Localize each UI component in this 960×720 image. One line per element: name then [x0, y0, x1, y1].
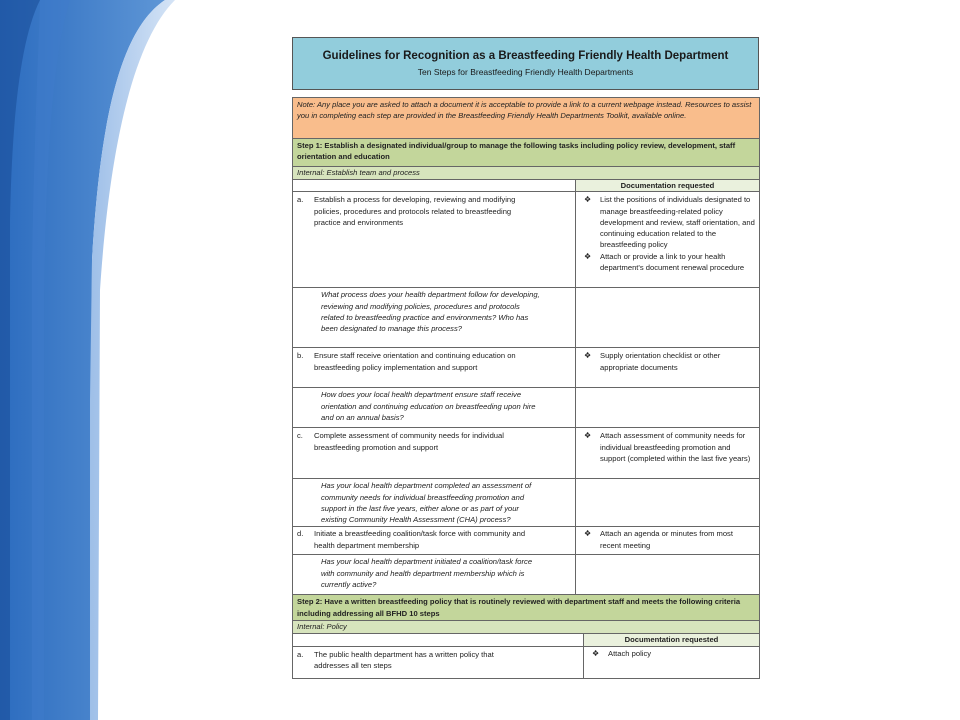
item-c-answer-cell — [576, 479, 760, 527]
note-text: Note: Any place you are asked to attach a document it is acceptable to provide a link to a current webpage instead. Resources to assist you in completing each step are provided in the Breastfeeding Friendly Health Departments Toolkit, available online. — [293, 98, 760, 139]
item-a-question-cell — [293, 288, 576, 348]
item-c-docs — [576, 428, 760, 479]
decorative-blue-sidebar — [0, 0, 200, 720]
item-b-letter: b. — [297, 351, 304, 361]
item-b-bullet1: Supply orientation checklist or other appropriate documents — [600, 351, 721, 372]
step2-item-a-cell — [293, 646, 584, 678]
item-c-bullet1: Attach assessment of community needs for individual breastfeeding promotion and support (completed within the last five years) — [600, 431, 751, 463]
bullet-icon: ❖ — [592, 648, 600, 658]
item-b-text: Ensure staff receive orientation and continuing education on breastfeeding policy implementation and support — [314, 351, 516, 372]
item-d-letter: d. — [297, 529, 304, 539]
item-a-bullet1: List the positions of individuals designated to manage breastfeeding-related policy development and review, staff orientation, and continuing education related to the breastfeeding policy — [600, 195, 755, 250]
item-a-docs — [576, 192, 760, 288]
item-d-question: Has your local health department initiated a coalition/task force with community and health department membership which is currently active? — [321, 557, 533, 589]
item-c-question-cell — [293, 479, 576, 527]
bullet-icon: ❖ — [584, 351, 592, 361]
bullet-icon: ❖ — [584, 251, 592, 261]
item-a-letter: a. — [297, 195, 304, 205]
item-a-bullet2: Attach or provide a link to your health department's document renewal procedure — [600, 251, 745, 273]
item-b-docs — [576, 348, 760, 388]
step1-internal-label: Internal: Establish team and process — [293, 167, 760, 180]
item-d-cell — [293, 527, 576, 555]
step2-doc-header: Documentation requested — [584, 634, 760, 646]
step2-internal-label: Internal: Policy — [293, 621, 760, 634]
item-b-question-cell — [293, 388, 576, 428]
item-d-docs — [576, 527, 760, 555]
guidelines-document — [292, 37, 760, 679]
document-subtitle: Ten Steps for Breastfeeding Friendly Health Departments — [417, 67, 634, 77]
step1-heading: Step 1: Establish a designated individual/group to manage the following tasks including policy review, development, staff orientation and education — [293, 139, 760, 167]
bullet-icon: ❖ — [584, 431, 592, 441]
step1-doc-header: Documentation requested — [576, 180, 760, 192]
step2-table — [292, 634, 760, 679]
step2-heading: Step 2: Have a written breastfeeding policy that is routinely reviewed with department staff and meets the following criteria including addressing all BFHD 10 steps — [293, 595, 760, 621]
step2-item-a-letter: a. — [297, 649, 304, 659]
item-c-cell — [293, 428, 576, 479]
bullet-icon: ❖ — [584, 195, 592, 205]
item-c-question: Has your local health department completed an assessment of community needs for individual breastfeeding promotion and support in the last five years, either alone or as part of your existing Community Health Assessment (CHA) process? — [321, 481, 532, 525]
item-d-bullet1: Attach an agenda or minutes from most recent meeting — [600, 529, 733, 550]
step2-item-a-bullet1: Attach policy — [608, 648, 652, 658]
item-d-answer-cell — [576, 555, 760, 595]
step1-table — [292, 97, 760, 634]
item-d-question-cell — [293, 555, 576, 595]
item-a-answer-cell — [576, 288, 760, 348]
item-b-cell — [293, 348, 576, 388]
item-b-question: How does your local health department ensure staff receive orientation and continuing education on breastfeeding upon hire and on an annual basis? — [321, 390, 536, 422]
bullet-icon: ❖ — [584, 529, 592, 539]
item-c-text: Complete assessment of community needs for individual breastfeeding promotion and support — [314, 431, 504, 452]
item-c-letter: c. — [297, 431, 303, 441]
item-a-cell — [293, 192, 576, 288]
step2-item-a-text: The public health department has a written policy that addresses all ten steps — [314, 649, 494, 671]
item-a-question: What process does your health department follow for developing, reviewing and modifying policies, procedures and protocols related to breastfeeding practice and environments? Who has been designated to manage this process? — [321, 290, 540, 334]
item-d-text: Initiate a breastfeeding coalition/task force with community and health department membership — [314, 529, 526, 550]
step2-item-a-docs — [584, 646, 760, 678]
document-title: Guidelines for Recognition as a Breastfeeding Friendly Health Department — [322, 50, 729, 62]
item-b-answer-cell — [576, 388, 760, 428]
title-banner — [292, 37, 759, 90]
item-a-text: Establish a process for developing, reviewing and modifying policies, procedures and protocols related to breastfeeding practice and environments — [314, 195, 516, 227]
